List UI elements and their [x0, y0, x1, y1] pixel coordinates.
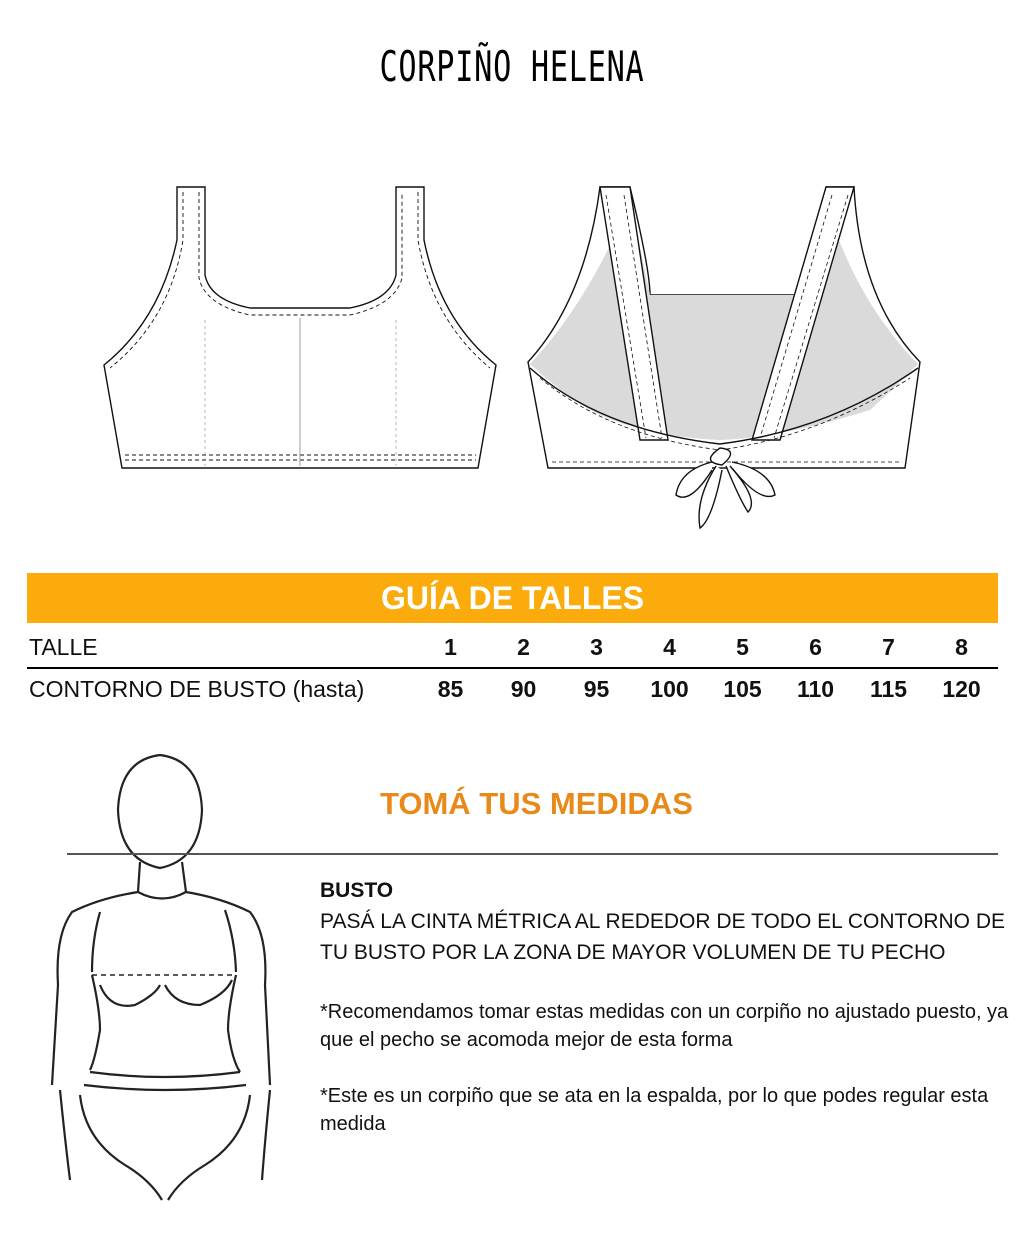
size-header-row	[27, 627, 998, 668]
size-header-label: TALLE	[27, 627, 414, 668]
bust-value-cell: 110	[796, 675, 835, 702]
bust-row-label: CONTORNO DE BUSTO (hasta)	[29, 675, 365, 702]
size-cell: 4	[633, 627, 706, 668]
busto-instructions: PASÁ LA CINTA MÉTRICA AL REDEDOR DE TODO EL CONTORNO DE TU BUSTO POR LA ZONA DE MAYOR VOLUMEN DE TU PECHO	[320, 910, 1005, 964]
size-guide-band	[27, 573, 998, 623]
busto-heading: BUSTO	[320, 879, 394, 902]
bra-front-sketch	[104, 187, 496, 468]
size-cell: 2	[487, 627, 560, 668]
size-cell: 1	[414, 627, 487, 668]
bust-row	[27, 668, 998, 709]
page-title: CORPIÑO HELENA	[379, 42, 645, 91]
bust-value-cell: 95	[583, 675, 610, 702]
bust-value-cell: 120	[942, 675, 981, 702]
bust-value-cell: 90	[510, 675, 537, 702]
body-figure	[52, 755, 270, 1200]
measure-title: TOMÁ TUS MEDIDAS	[380, 786, 693, 821]
size-cell: 7	[852, 627, 925, 668]
bust-value-cell: 100	[650, 675, 689, 702]
size-cell: 6	[779, 627, 852, 668]
size-cell: 3	[560, 627, 633, 668]
size-cell: 8	[925, 627, 998, 668]
section-divider	[67, 853, 998, 855]
size-table	[27, 627, 998, 709]
note-adjustable: *Este es un corpiño que se ata en la espalda, por lo que podes regular esta medida	[320, 1085, 989, 1135]
bust-value-cell: 115	[869, 675, 908, 702]
bust-value-cell: 85	[437, 675, 464, 702]
note-recommendation: *Recomendamos tomar estas medidas con un corpiño no ajustado puesto, ya que el pecho se acomoda mejor de esta forma	[320, 1001, 1009, 1051]
bust-value-cell: 105	[723, 675, 762, 702]
size-guide-title: GUÍA DE TALLES	[380, 580, 645, 616]
size-cell: 5	[706, 627, 779, 668]
busto-section	[320, 875, 1010, 968]
bra-back-sketch	[528, 187, 920, 528]
